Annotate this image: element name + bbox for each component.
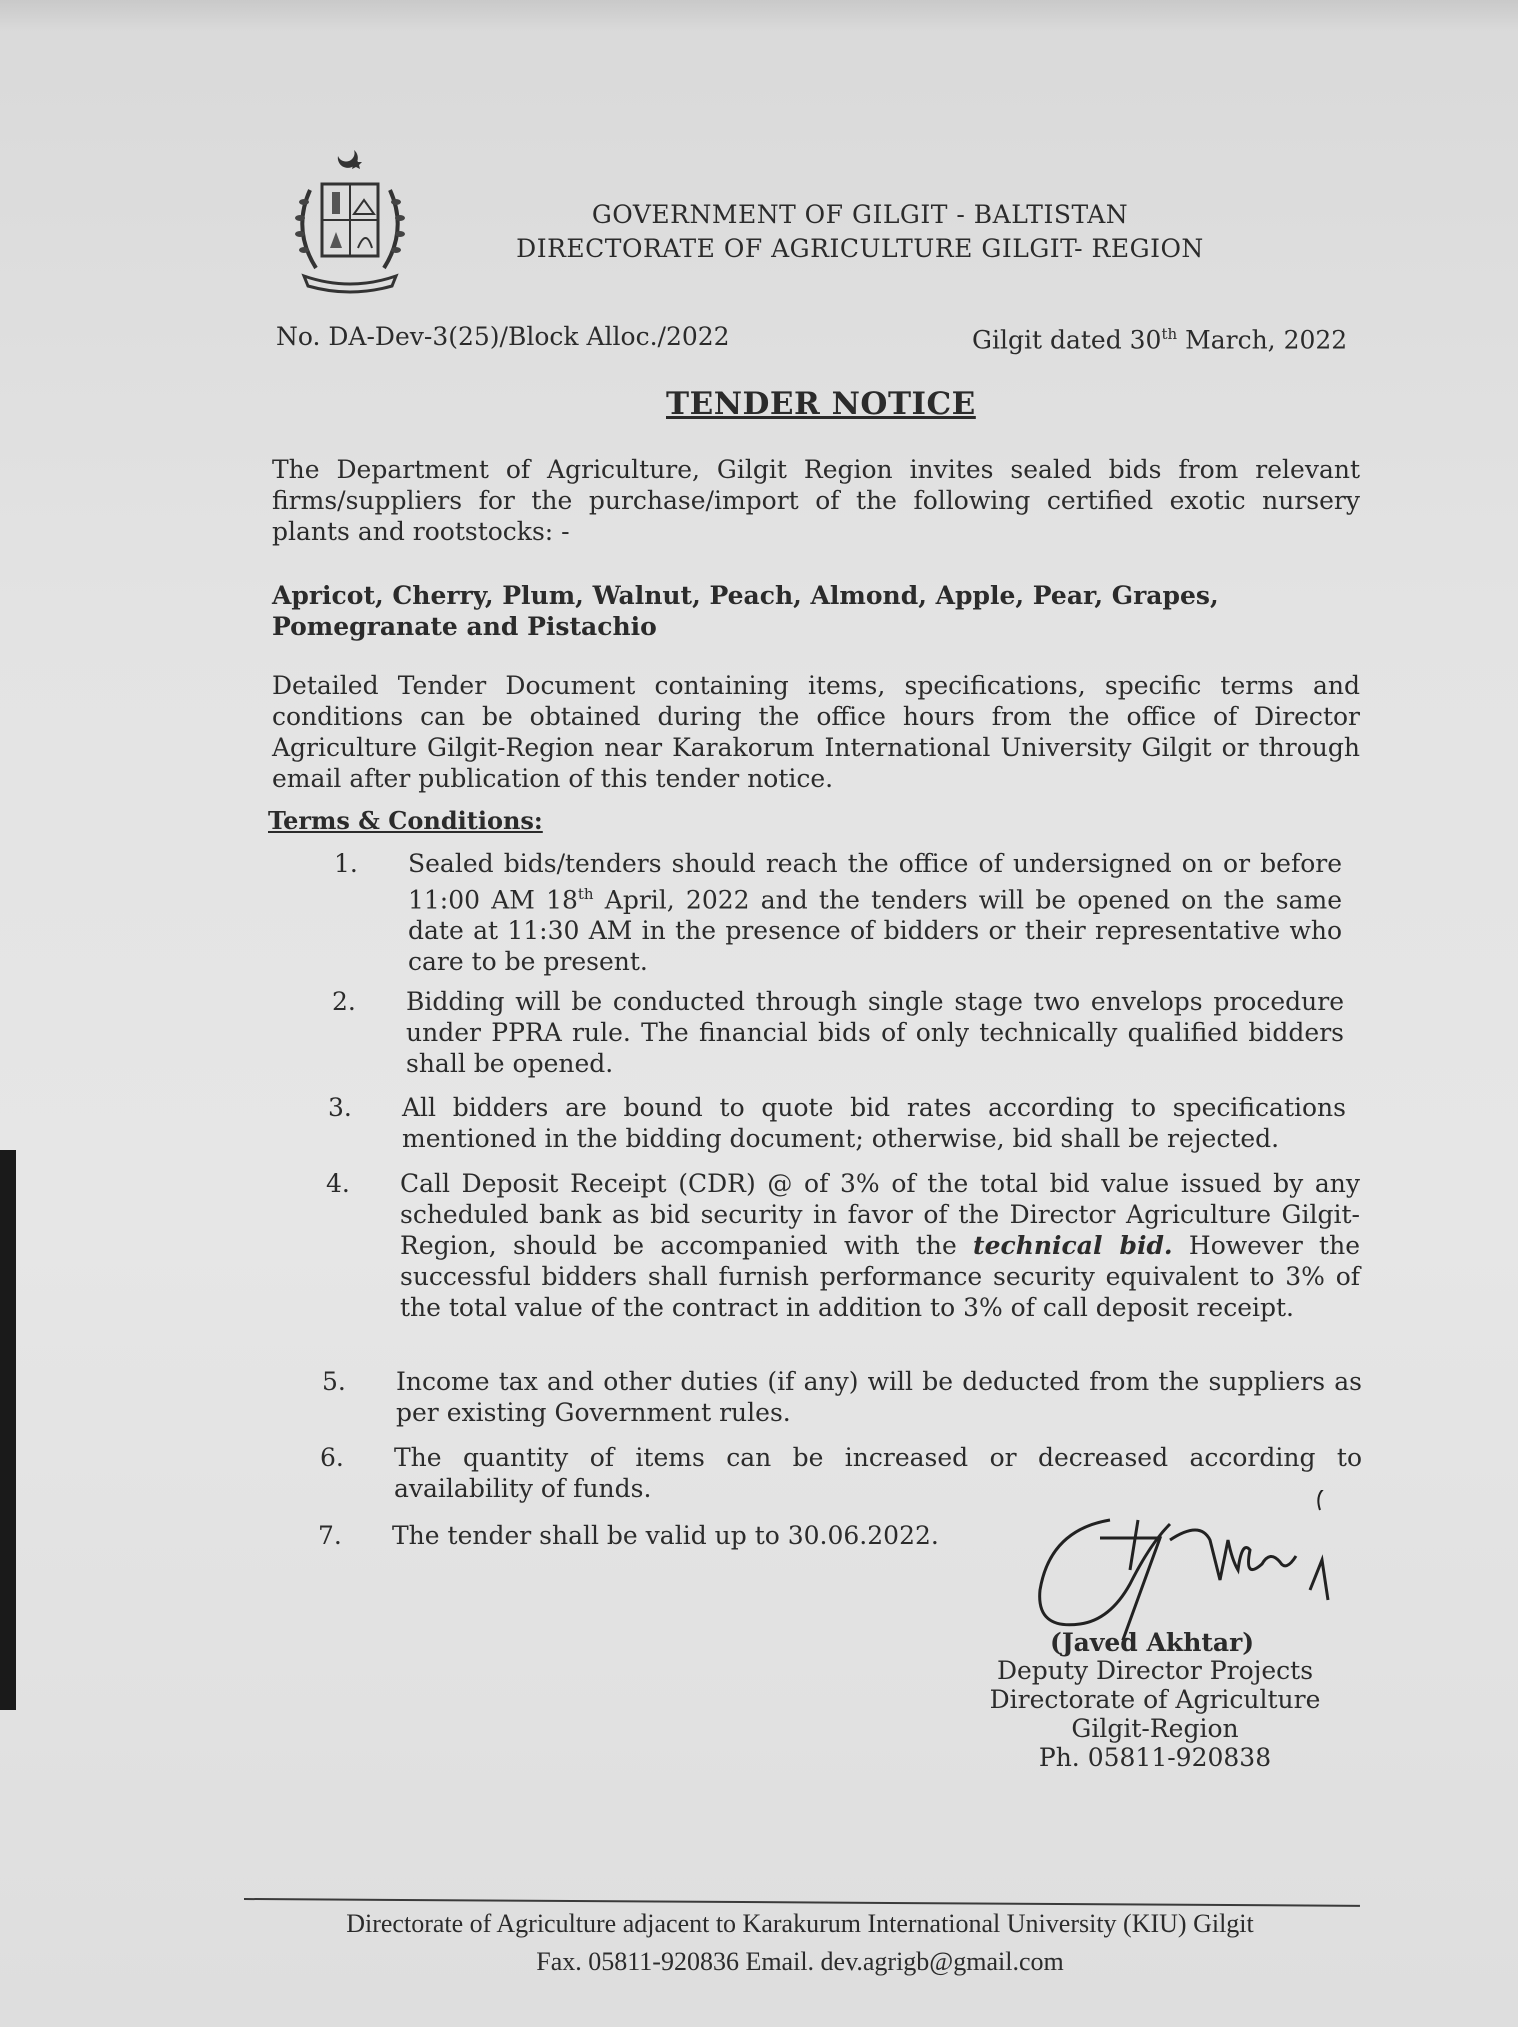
reference-number: No. DA-Dev-3(25)/Block Alloc./2022	[276, 322, 730, 351]
term-item	[334, 848, 1344, 977]
plant-items-list	[272, 580, 1272, 642]
signatory-phone: Ph. 05811-920838	[1038, 1743, 1272, 1772]
footer	[230, 1905, 1370, 1981]
term-text: All bidders are bound to quote bid rates according to specifications mentioned in the bidding document; otherwise, bid shall be rejected.	[402, 1093, 1346, 1153]
plant-items-line: Apricot, Cherry, Plum, Walnut, Peach, Almond, Apple, Pear, Grapes,	[272, 581, 1219, 610]
signatory-region: Gilgit-Region	[1071, 1714, 1239, 1743]
terms-heading: Terms & Conditions:	[268, 806, 543, 835]
footer-address: Directorate of Agriculture adjacent to Karakurum International University (KIU) Gilgit	[346, 1909, 1254, 1938]
term-item	[332, 986, 1346, 1079]
signatory-block	[960, 1656, 1350, 1772]
term-item	[322, 1366, 1362, 1428]
term-number: 7.	[318, 1521, 342, 1550]
signatory-name: (Javed Akhtar)	[1050, 1628, 1255, 1657]
term-item	[326, 1168, 1360, 1354]
term-text: Sealed bids/tenders should reach the office of undersigned on or before 11:00 AM 18th April, 2022 and the tenders will be opened on the same date at 11:30 AM in the presence of bidders or their representative who care to be present.	[408, 849, 1342, 977]
term-item	[328, 1092, 1346, 1154]
term-text: Call Deposit Receipt (CDR) @ of 3% of the total bid value issued by any scheduled bank as bid security in favor of the Director Agriculture Gilgit-Region, should be accompanied with the technical bid. However the successful bidders shall furnish performance security equivalent to 3% of the total value of the contract in addition to 3% of call deposit receipt.	[400, 1169, 1360, 1322]
letter-date: Gilgit dated 30th March, 2022	[972, 325, 1348, 355]
term-number: 3.	[328, 1093, 352, 1122]
notice-title: TENDER NOTICE	[666, 386, 976, 422]
term-text: The tender shall be valid up to 30.06.2022.	[392, 1521, 939, 1550]
term-number: 6.	[320, 1443, 344, 1472]
term-number: 1.	[334, 849, 358, 878]
handwritten-signature-icon	[1020, 1490, 1400, 1640]
letterhead-directorate: DIRECTORATE OF AGRICULTURE GILGIT- REGION	[516, 234, 1204, 263]
signatory-office: Directorate of Agriculture	[989, 1685, 1321, 1714]
term-text: Bidding will be conducted through single stage two envelops procedure under PPRA rule. The financial bids of only technically qualified bidders shall be opened.	[406, 987, 1344, 1078]
gilgit-baltistan-emblem-icon	[280, 140, 420, 300]
details-paragraph: Detailed Tender Document containing items, specifications, specific terms and conditions can be obtained during the office hours from the office of Director Agriculture Gilgit-Region near Karakorum International University Gilgit or through email after publication of this tender notice.	[272, 671, 1360, 793]
term-number: 4.	[326, 1169, 350, 1198]
intro-paragraph: The Department of Agriculture, Gilgit Region invites sealed bids from relevant firms/suppliers for the purchase/import of the following certified exotic nursery plants and rootstocks: -	[272, 455, 1360, 546]
letterhead-government: GOVERNMENT OF GILGIT - BALTISTAN	[591, 200, 1129, 229]
term-number: 5.	[322, 1367, 346, 1396]
plant-items-line: Pomegranate and Pistachio	[272, 612, 657, 641]
term-number: 2.	[332, 987, 356, 1016]
letterhead	[500, 198, 1220, 266]
footer-contact: Fax. 05811-920836 Email. dev.agrigb@gmail.com	[536, 1947, 1064, 1976]
term-text: The quantity of items can be increased or decreased according to availability of funds.	[394, 1443, 1362, 1503]
term-text: Income tax and other duties (if any) will be deducted from the suppliers as per existing Government rules.	[396, 1367, 1362, 1427]
signatory-designation: Deputy Director Projects	[996, 1656, 1314, 1685]
